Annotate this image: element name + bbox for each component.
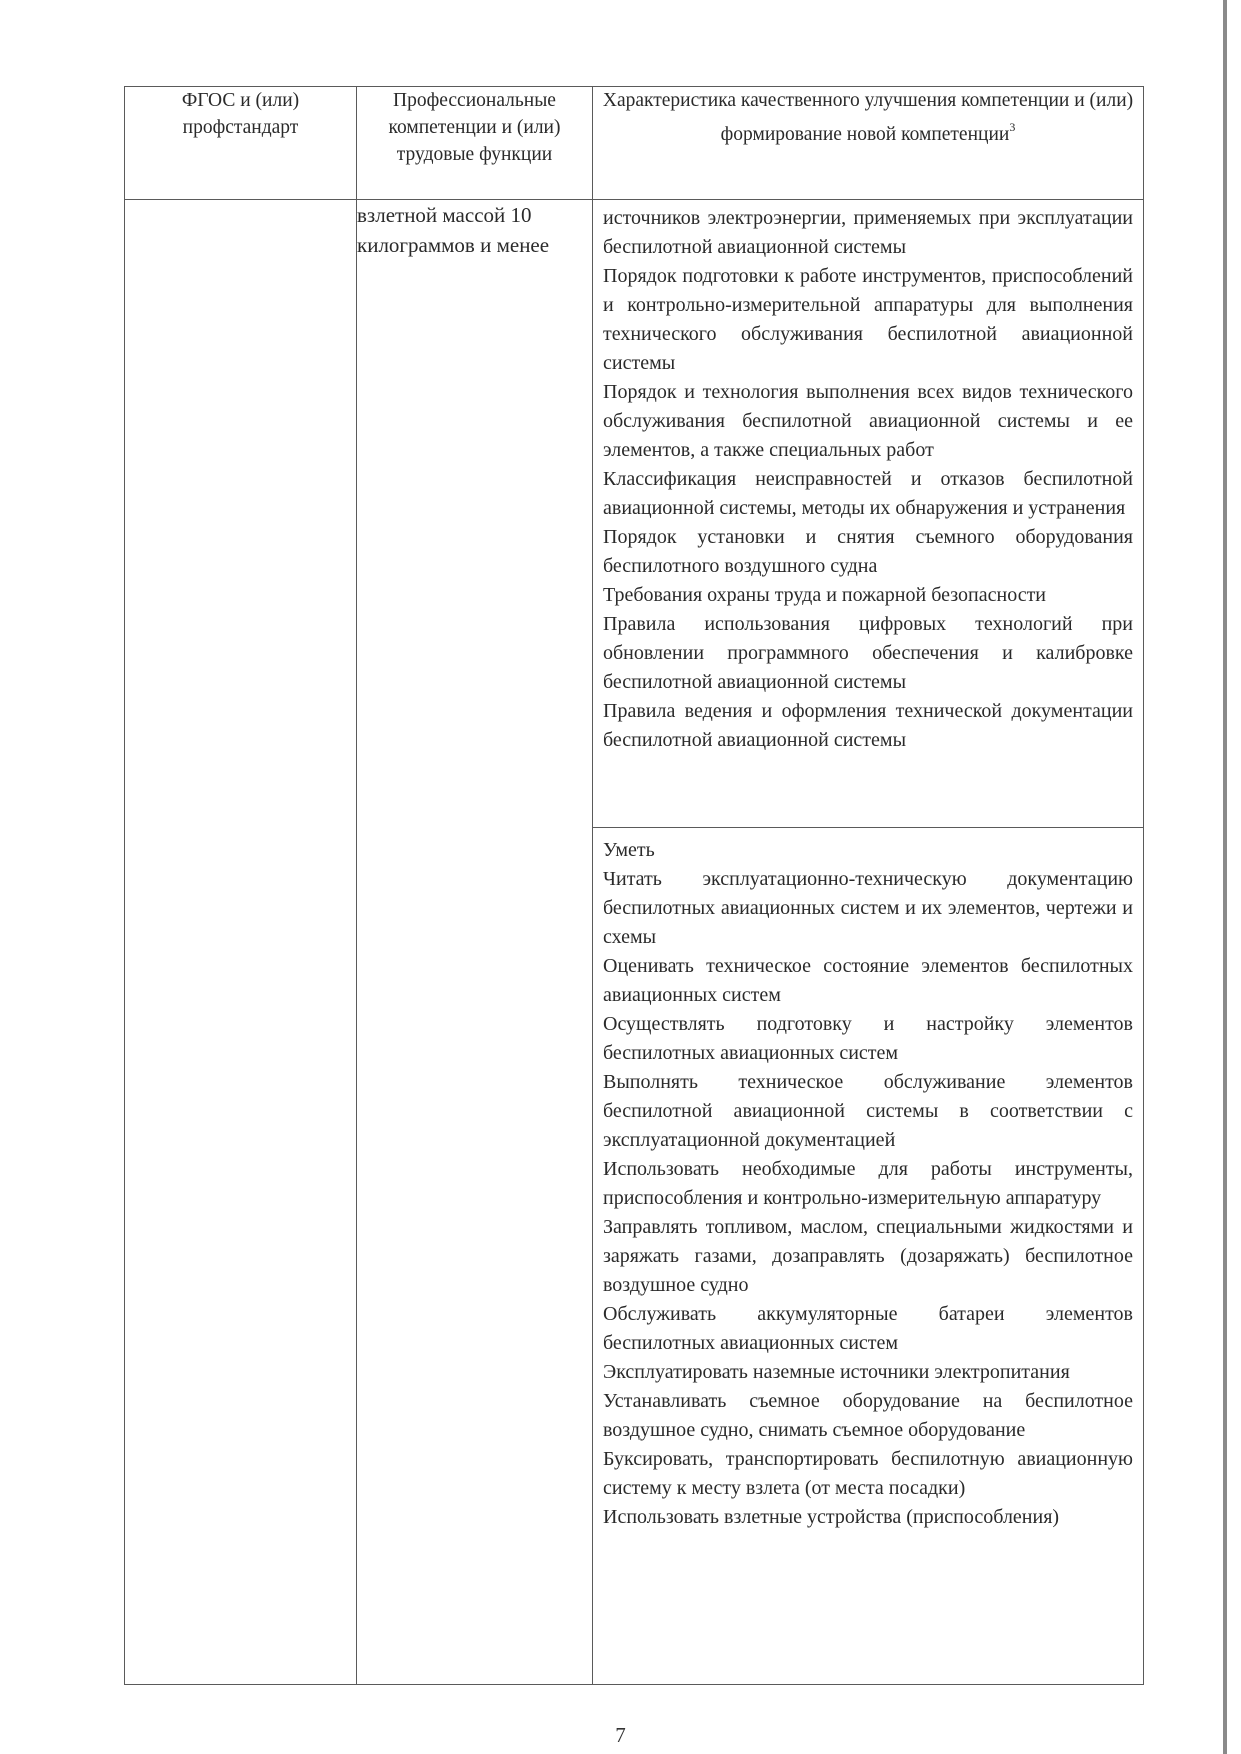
table-header-row — [125, 87, 1144, 200]
skills-block — [593, 828, 1143, 1684]
cell-characteristic — [593, 200, 1144, 1685]
list-item: Использовать необходимые для работы инструменты, приспособления и контрольно-измерительную аппаратуру — [603, 1158, 1133, 1209]
page-edge-shadow — [1223, 0, 1227, 1754]
list-item: Устанавливать съемное оборудование на беспилотное воздушное судно, снимать съемное оборудование — [603, 1390, 1133, 1441]
list-item: Порядок установки и снятия съемного оборудования беспилотного воздушного судна — [603, 526, 1133, 577]
page-number: 7 — [615, 1723, 626, 1747]
list-item: Порядок подготовки к работе инструментов, приспособлений и контрольно-измерительной аппаратуры для выполнения технического обслуживания беспилотной авиационной системы — [603, 265, 1133, 374]
header-competencies: Профессиональные компетенции и (или) трудовые функции — [357, 87, 593, 200]
list-item: Классификация неисправностей и отказов беспилотной авиационной системы, методы их обнаружения и устранения — [603, 468, 1133, 519]
list-item: Выполнять техническое обслуживание элементов беспилотной авиационной системы в соответствии с эксплуатационной документацией — [603, 1071, 1133, 1151]
list-item: Заправлять топливом, маслом, специальными жидкостями и заряжать газами, дозаправлять (дозаряжать) беспилотное воздушное судно — [603, 1216, 1133, 1296]
skills-title: Уметь — [603, 839, 655, 861]
table-row — [125, 200, 1144, 1685]
list-item: источников электроэнергии, применяемых при эксплуатации беспилотной авиационной системы — [603, 207, 1133, 258]
list-item: Эксплуатировать наземные источники электропитания — [603, 1361, 1070, 1383]
list-item: Правила ведения и оформления технической документации беспилотной авиационной системы — [603, 700, 1133, 751]
header-fgos: ФГОС и (или) профстандарт — [125, 87, 357, 200]
list-item: Правила использования цифровых технологий при обновлении программного обеспечения и калибровке беспилотной авиационной системы — [603, 613, 1133, 693]
list-item: Осуществлять подготовку и настройку элементов беспилотных авиационных систем — [603, 1013, 1133, 1064]
list-item: Порядок и технология выполнения всех видов технического обслуживания беспилотной авиационной системы и ее элементов, а также специальных работ — [603, 381, 1133, 461]
footnote-marker: 3 — [1009, 120, 1016, 134]
list-item: Оценивать техническое состояние элементов беспилотных авиационных систем — [603, 955, 1133, 1006]
cell-competency: взлетной массой 10 килограммов и менее — [357, 200, 593, 1685]
competency-table — [124, 86, 1144, 1685]
list-item: Использовать взлетные устройства (приспособления) — [603, 1506, 1060, 1528]
list-item: Читать эксплуатационно-техническую документацию беспилотных авиационных систем и их элементов, чертежи и схемы — [603, 868, 1133, 948]
header-characteristic: Характеристика качественного улучшения компетенции и (или) формирование новой компетенции$^3$ — [593, 87, 1144, 200]
list-item: Буксировать, транспортировать беспилотную авиационную систему к месту взлета (от места посадки) — [603, 1448, 1133, 1499]
knowledge-block — [593, 200, 1143, 828]
cell-fgos — [125, 200, 357, 1685]
list-item: Обслуживать аккумуляторные батареи элементов беспилотных авиационных систем — [603, 1303, 1133, 1354]
list-item: Требования охраны труда и пожарной безопасности — [603, 584, 1047, 606]
